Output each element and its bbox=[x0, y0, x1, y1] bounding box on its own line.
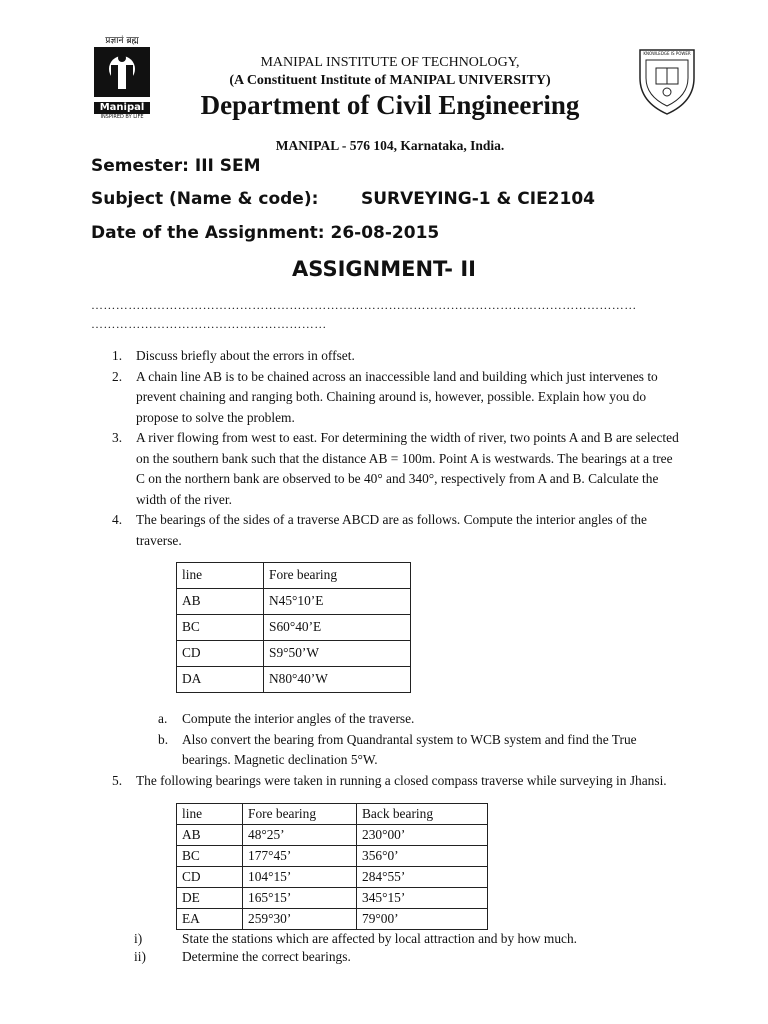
table-cell: EA bbox=[177, 909, 243, 930]
table-row bbox=[177, 909, 488, 930]
question-number: 2. bbox=[112, 368, 123, 384]
question-4-subparts bbox=[158, 709, 682, 771]
logo-name: Manipal bbox=[94, 102, 150, 114]
semester: Semester: III SEM bbox=[91, 156, 261, 176]
table-row bbox=[177, 888, 488, 909]
table-header-cell: line bbox=[177, 804, 243, 825]
table-cell: DE bbox=[177, 888, 243, 909]
table-cell: BC bbox=[177, 846, 243, 867]
question-3 bbox=[112, 428, 682, 510]
manipal-logo bbox=[90, 36, 154, 118]
table-cell: AB bbox=[177, 589, 264, 615]
assignment-title: ASSIGNMENT- II bbox=[292, 257, 476, 281]
question-number: 4. bbox=[112, 512, 123, 527]
table-cell: CD bbox=[177, 867, 243, 888]
table-cell: 165°15’ bbox=[243, 888, 357, 909]
table-cell: 284°55’ bbox=[357, 867, 488, 888]
table-cell: 345°15’ bbox=[357, 888, 488, 909]
table-cell: DA bbox=[177, 667, 264, 693]
seal-text: KNOWLEDGE IS POWER bbox=[643, 51, 691, 56]
logo-slogan: INSPIRED BY LIFE bbox=[100, 114, 144, 120]
table-header-row bbox=[177, 563, 411, 589]
subpart-label: ii) bbox=[134, 949, 146, 964]
dotted-line: …………………………………………………………………………………………………………………… bbox=[91, 298, 637, 312]
address: MANIPAL - 576 104, Karnataka, India. bbox=[275, 138, 505, 153]
table-row bbox=[177, 589, 411, 615]
subpart-label: i) bbox=[134, 931, 143, 946]
question-text: The bearings of the sides of a traverse ABCD are as follows. Compute the interior angles of the traverse. bbox=[136, 512, 647, 548]
question-2 bbox=[112, 367, 682, 429]
table-header-cell: Back bearing bbox=[357, 804, 488, 825]
compass-traverse-table bbox=[176, 803, 488, 930]
subpart-a bbox=[158, 709, 682, 730]
table-cell: AB bbox=[177, 825, 243, 846]
question-text: A chain line AB is to be chained across an inaccessible land and building which just intervenes to prevent chaining and ranging both. Chaining around is, however, possible. Explain how you do propose to solve the problem. bbox=[136, 368, 658, 425]
question-text: Discuss briefly about the errors in offset. bbox=[136, 348, 355, 363]
table-row bbox=[177, 667, 411, 693]
question-5 bbox=[112, 771, 682, 792]
subpart-i bbox=[134, 930, 682, 948]
table-row bbox=[177, 641, 411, 667]
subpart-text: Compute the interior angles of the traverse. bbox=[182, 711, 415, 726]
table-header-cell: Fore bearing bbox=[243, 804, 357, 825]
subpart-ii bbox=[134, 948, 682, 966]
question-text: A river flowing from west to east. For determining the width of river, two points A and B are selected on the southern bank such that the distance AB = 100m. Point A is westwards. The bearings at a tree C on the northern bank are observed to be 40° and 340°, respectively from A and B. Calculate the width of the river. bbox=[136, 430, 679, 507]
department-title: Department of Civil Engineering bbox=[200, 90, 580, 120]
table-cell: 230°00’ bbox=[357, 825, 488, 846]
question-number: 1. bbox=[112, 348, 123, 363]
institute-name: MANIPAL INSTITUTE OF TECHNOLOGY, bbox=[260, 55, 520, 70]
question-5-subparts bbox=[134, 930, 682, 966]
table-row bbox=[177, 846, 488, 867]
table-header-row bbox=[177, 804, 488, 825]
table-row bbox=[177, 825, 488, 846]
table-cell: 356°0’ bbox=[357, 846, 488, 867]
manipal-emblem-icon bbox=[90, 47, 154, 97]
institute-block bbox=[160, 54, 620, 90]
question-1 bbox=[112, 346, 682, 367]
table-cell: 259°30’ bbox=[243, 909, 357, 930]
table-header-cell: Fore bearing bbox=[264, 563, 411, 589]
subpart-text: Also convert the bearing from Quandrantal system to WCB system and find the True bearings. Magnetic declination 5°W. bbox=[182, 731, 637, 767]
table-row bbox=[177, 615, 411, 641]
subpart-label: b. bbox=[158, 731, 169, 747]
subpart-label: a. bbox=[158, 711, 168, 726]
table-cell: N80°40’W bbox=[264, 667, 411, 693]
logo-tagline: प्रज्ञानं ब्रह्म bbox=[105, 36, 139, 46]
dotted-line: ………………………………………………… bbox=[91, 317, 327, 331]
question-list bbox=[112, 346, 682, 966]
table-cell: CD bbox=[177, 641, 264, 667]
assignment-date: Date of the Assignment: 26-08-2015 bbox=[91, 223, 440, 243]
traverse-bearing-table bbox=[176, 562, 411, 693]
question-number: 3. bbox=[112, 430, 123, 445]
table-cell: S9°50’W bbox=[264, 641, 411, 667]
subject-value: SURVEYING-1 & CIE2104 bbox=[361, 189, 595, 209]
university-seal bbox=[634, 44, 700, 116]
subpart-text: State the stations which are affected by local attraction and by how much. bbox=[182, 931, 578, 946]
subpart-b bbox=[158, 730, 682, 771]
table-cell: N45°10’E bbox=[264, 589, 411, 615]
subject-line bbox=[91, 189, 691, 209]
table-cell: S60°40’E bbox=[264, 615, 411, 641]
subject-label: Subject (Name & code): bbox=[91, 189, 319, 209]
institute-constituent: (A Constituent Institute of MANIPAL UNIVERSITY) bbox=[229, 73, 551, 88]
question-text: The following bearings were taken in running a closed compass traverse while surveying in Jhansi. bbox=[136, 772, 667, 788]
question-4 bbox=[112, 510, 682, 551]
question-number: 5. bbox=[112, 772, 123, 788]
table-cell: 79°00’ bbox=[357, 909, 488, 930]
table-cell: 48°25’ bbox=[243, 825, 357, 846]
table-header-cell: line bbox=[177, 563, 264, 589]
subpart-text: Determine the correct bearings. bbox=[182, 949, 351, 964]
table-cell: 104°15’ bbox=[243, 867, 357, 888]
table-cell: 177°45’ bbox=[243, 846, 357, 867]
table-cell: BC bbox=[177, 615, 264, 641]
table-row bbox=[177, 867, 488, 888]
